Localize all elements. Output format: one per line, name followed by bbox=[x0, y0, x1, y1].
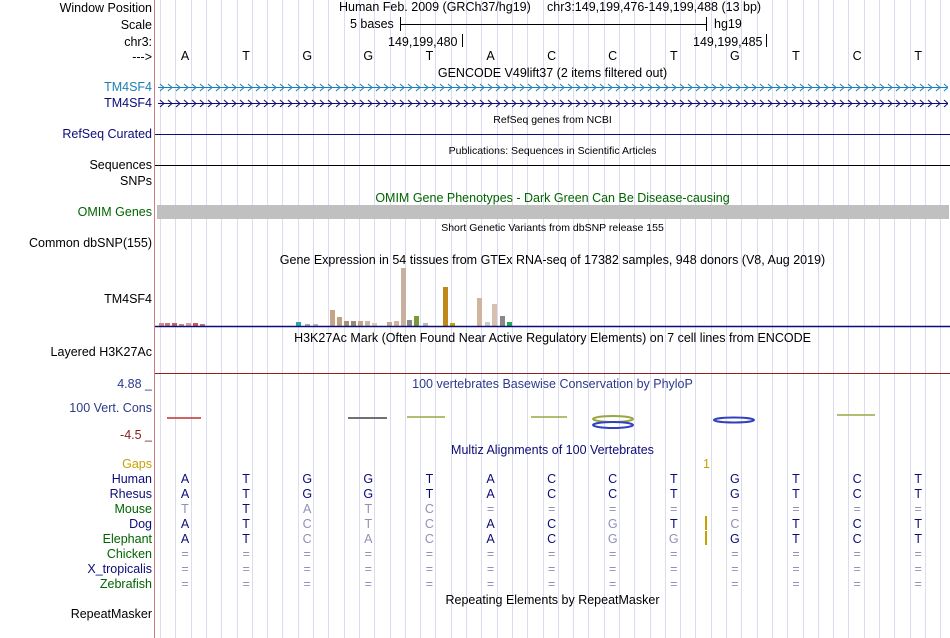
gtex-tissue-bar bbox=[186, 323, 191, 326]
gtex-tissue-bar bbox=[344, 321, 349, 326]
gtex-tissue-bar bbox=[165, 323, 170, 326]
h3k27ac-track-title: H3K27Ac Mark (Often Found Near Active Regulatory Elements) on 7 cell lines from ENCODE bbox=[294, 331, 811, 345]
species-label-mouse: Mouse bbox=[114, 502, 152, 516]
phylop-track-label[interactable]: 100 Vert. Cons bbox=[69, 401, 152, 415]
h3k27ac-baseline bbox=[155, 373, 950, 374]
omim-track-label[interactable]: OMIM Genes bbox=[77, 205, 152, 219]
gtex-tissue-bar bbox=[330, 310, 335, 326]
multiz-gaps-label[interactable]: Gaps bbox=[122, 457, 152, 471]
aligned-base: = bbox=[670, 547, 678, 561]
aligned-base: = bbox=[364, 562, 372, 576]
aligned-base: A bbox=[486, 517, 495, 531]
gencode-item-label-2[interactable]: TM4SF4 bbox=[104, 96, 152, 110]
scale-text: 5 bases bbox=[350, 17, 394, 31]
refseq-track-title: RefSeq genes from NCBI bbox=[493, 114, 612, 126]
aligned-base: = bbox=[547, 577, 556, 591]
reference-base: T bbox=[914, 49, 922, 63]
aligned-base: G bbox=[730, 532, 740, 546]
aligned-base: T bbox=[181, 502, 189, 516]
reference-base: A bbox=[180, 49, 190, 63]
species-label-dog: Dog bbox=[129, 517, 152, 531]
gtex-tissue-bar bbox=[407, 320, 412, 326]
aligned-base: T bbox=[242, 487, 250, 501]
aligned-base: = bbox=[914, 547, 922, 561]
aligned-base: = bbox=[853, 562, 861, 576]
gtex-tissue-bar bbox=[305, 324, 310, 326]
aligned-base: = bbox=[853, 502, 861, 516]
aligned-base: G bbox=[607, 517, 618, 531]
repeatmasker-track-title: Repeating Elements by RepeatMasker bbox=[445, 593, 660, 607]
aligned-base: C bbox=[608, 472, 618, 486]
aligned-base: G bbox=[730, 487, 740, 501]
reference-base: T bbox=[242, 49, 250, 63]
aligned-base: = bbox=[731, 502, 739, 516]
aligned-base: = bbox=[731, 577, 739, 591]
aligned-base: = bbox=[547, 562, 556, 576]
multiz-track-title: Multiz Alignments of 100 Vertebrates bbox=[451, 443, 654, 457]
aligned-base: C bbox=[424, 517, 434, 531]
coord-left: 149,199,480 bbox=[388, 35, 458, 49]
aligned-base: T bbox=[669, 472, 678, 486]
publications-line[interactable] bbox=[155, 165, 950, 166]
reference-base: G bbox=[363, 49, 374, 63]
aligned-base: = bbox=[364, 547, 372, 561]
gtex-tissue-bar bbox=[401, 268, 406, 326]
elephant-gap-bar bbox=[705, 531, 707, 545]
coord-right: 149,199,485 bbox=[693, 35, 763, 49]
reference-base: T bbox=[425, 49, 434, 63]
aligned-base: A bbox=[180, 532, 190, 546]
gtex-tissue-bar bbox=[351, 321, 356, 326]
gencode-transcript-1[interactable] bbox=[158, 83, 948, 92]
gtex-tissue-bar bbox=[387, 322, 392, 326]
gtex-tissue-bar bbox=[485, 322, 490, 326]
aligned-base: G bbox=[607, 532, 618, 546]
gtex-track-title: Gene Expression in 54 tissues from GTEx RNA-seq of 17382 samples, 948 donors (V8, Aug 2019) bbox=[279, 253, 826, 267]
gtex-tissue-bar bbox=[358, 321, 363, 326]
aligned-base: C bbox=[852, 532, 862, 546]
aligned-base: = bbox=[425, 577, 434, 591]
aligned-base: A bbox=[486, 472, 495, 486]
gtex-tissue-bar bbox=[423, 323, 428, 326]
aligned-base: = bbox=[792, 502, 800, 516]
coord-left-tick bbox=[462, 34, 463, 47]
aligned-base: = bbox=[181, 577, 189, 591]
aligned-base: T bbox=[425, 487, 434, 501]
reference-base: C bbox=[608, 49, 618, 63]
reference-base: G bbox=[302, 49, 313, 63]
strand-arrow-label: ---> bbox=[132, 50, 152, 64]
gtex-tissue-bar bbox=[159, 323, 164, 326]
aligned-base: T bbox=[425, 472, 434, 486]
refseq-line[interactable] bbox=[155, 134, 950, 135]
multiz-gap-mark: 1 bbox=[703, 457, 710, 471]
gtex-tissue-bar bbox=[337, 317, 342, 326]
window-position-label: Window Position bbox=[59, 1, 152, 15]
aligned-base: = bbox=[792, 577, 800, 591]
aligned-base: T bbox=[914, 517, 922, 531]
aligned-base: C bbox=[424, 532, 434, 546]
aligned-base: = bbox=[181, 562, 189, 576]
aligned-base: = bbox=[914, 562, 922, 576]
gencode-transcript-2[interactable] bbox=[158, 99, 948, 108]
aligned-base: T bbox=[242, 472, 250, 486]
aligned-base: G bbox=[302, 472, 313, 486]
reference-base: C bbox=[547, 49, 557, 63]
reference-base: G bbox=[730, 49, 740, 63]
aligned-base: G bbox=[668, 532, 679, 546]
reference-base: C bbox=[852, 49, 862, 63]
aligned-base: = bbox=[364, 577, 372, 591]
aligned-base: T bbox=[914, 487, 922, 501]
aligned-base: C bbox=[547, 532, 557, 546]
aligned-base: = bbox=[670, 502, 678, 516]
aligned-base: = bbox=[547, 547, 556, 561]
reference-base: A bbox=[486, 49, 495, 63]
aligned-base: = bbox=[303, 562, 311, 576]
publications-track-label[interactable]: Sequences bbox=[89, 158, 152, 172]
chrom-label: chr3: bbox=[124, 35, 152, 49]
phylop-score-segment bbox=[714, 418, 754, 423]
aligned-base: T bbox=[364, 502, 373, 516]
aligned-base: T bbox=[242, 532, 250, 546]
aligned-base: = bbox=[242, 562, 250, 576]
gtex-expression-bars[interactable] bbox=[155, 268, 950, 328]
gtex-tissue-bar bbox=[372, 323, 377, 326]
aligned-base: = bbox=[303, 547, 311, 561]
aligned-base: T bbox=[242, 517, 250, 531]
aligned-base: A bbox=[486, 532, 495, 546]
aligned-base: C bbox=[302, 517, 312, 531]
aligned-base: = bbox=[792, 562, 800, 576]
dbsnp-track-label[interactable]: Common dbSNP(155) bbox=[29, 236, 152, 250]
phylop-conservation-plot[interactable] bbox=[155, 408, 950, 432]
dog-gap-bar bbox=[705, 516, 707, 530]
h3k27ac-track-label[interactable]: Layered H3K27Ac bbox=[50, 345, 152, 359]
gtex-tissue-bar bbox=[193, 323, 198, 326]
aligned-base: T bbox=[792, 487, 800, 501]
aligned-base: G bbox=[363, 487, 374, 501]
species-label-rhesus: Rhesus bbox=[109, 487, 152, 501]
aligned-base: = bbox=[609, 502, 617, 516]
gtex-tissue-bar bbox=[394, 321, 399, 326]
gtex-tissue-bar bbox=[507, 322, 512, 326]
aligned-base: C bbox=[852, 517, 862, 531]
aligned-base: T bbox=[242, 502, 250, 516]
aligned-base: C bbox=[547, 487, 557, 501]
aligned-base: T bbox=[914, 532, 922, 546]
gtex-tissue-bar bbox=[313, 324, 318, 326]
aligned-base: = bbox=[670, 577, 678, 591]
aligned-base: = bbox=[609, 547, 617, 561]
aligned-base: A bbox=[303, 502, 312, 516]
gtex-tissue-bar bbox=[172, 323, 177, 326]
snps-label[interactable]: SNPs bbox=[120, 174, 152, 188]
gtex-tissue-bar bbox=[477, 298, 482, 326]
aligned-base: T bbox=[669, 487, 678, 501]
aligned-base: = bbox=[914, 502, 922, 516]
dbsnp-track-title: Short Genetic Variants from dbSNP release 155 bbox=[441, 222, 664, 234]
aligned-base: = bbox=[547, 502, 556, 516]
aligned-base: G bbox=[302, 487, 313, 501]
species-label-zebrafish: Zebrafish bbox=[99, 577, 152, 591]
aligned-base: = bbox=[914, 577, 922, 591]
aligned-base: = bbox=[181, 547, 189, 561]
gencode-track-title: GENCODE V49lift37 (2 items filtered out) bbox=[437, 66, 668, 80]
aligned-base: = bbox=[731, 547, 739, 561]
aligned-base: C bbox=[608, 487, 618, 501]
aligned-base: = bbox=[425, 562, 434, 576]
aligned-base: = bbox=[731, 562, 739, 576]
aligned-base: C bbox=[302, 532, 312, 546]
reference-base: T bbox=[792, 49, 800, 63]
species-label-x_tropicalis: X_tropicalis bbox=[87, 562, 152, 576]
aligned-base: C bbox=[424, 502, 434, 516]
aligned-base: = bbox=[486, 562, 495, 576]
aligned-base: T bbox=[364, 517, 373, 531]
aligned-base: A bbox=[180, 517, 190, 531]
gtex-tissue-bar bbox=[492, 304, 497, 326]
gtex-tissue-bar bbox=[179, 324, 184, 326]
omim-track-title: OMIM Gene Phenotypes - Dark Green Can Be Disease-causing bbox=[375, 191, 730, 205]
gtex-tissue-bar bbox=[296, 322, 301, 326]
refseq-track-label[interactable]: RefSeq Curated bbox=[62, 127, 152, 141]
db-text: hg19 bbox=[714, 17, 742, 31]
aligned-base: T bbox=[914, 472, 922, 486]
reference-base: T bbox=[669, 49, 678, 63]
aligned-base: T bbox=[669, 517, 678, 531]
repeatmasker-track-label[interactable]: RepeatMasker bbox=[70, 607, 152, 621]
aligned-base: = bbox=[853, 577, 861, 591]
aligned-base: = bbox=[303, 577, 311, 591]
phylop-max-label: 4.88 _ bbox=[117, 377, 152, 391]
aligned-base: C bbox=[852, 487, 862, 501]
aligned-base: C bbox=[852, 472, 862, 486]
aligned-base: = bbox=[853, 547, 861, 561]
gtex-tissue-bar bbox=[450, 323, 455, 326]
phylop-min-label: -4.5 _ bbox=[120, 428, 152, 442]
aligned-base: T bbox=[792, 472, 800, 486]
gtex-tissue-bar bbox=[443, 287, 448, 326]
gencode-item-label-1[interactable]: TM4SF4 bbox=[104, 80, 152, 94]
aligned-base: = bbox=[486, 502, 495, 516]
gtex-track-label[interactable]: TM4SF4 bbox=[104, 292, 152, 306]
aligned-base: = bbox=[425, 547, 434, 561]
omim-gene-bar[interactable] bbox=[157, 205, 949, 219]
aligned-base: C bbox=[547, 472, 557, 486]
aligned-base: G bbox=[363, 472, 374, 486]
aligned-base: A bbox=[364, 532, 373, 546]
aligned-base: = bbox=[486, 577, 495, 591]
aligned-base: C bbox=[730, 517, 740, 531]
phylop-track-title: 100 vertebrates Basewise Conservation by PhyloP bbox=[412, 377, 693, 391]
aligned-base: A bbox=[486, 487, 495, 501]
aligned-base: = bbox=[670, 562, 678, 576]
gtex-tissue-bar bbox=[200, 324, 205, 326]
aligned-base: = bbox=[242, 547, 250, 561]
aligned-base: A bbox=[180, 487, 190, 501]
phylop-score-segment bbox=[593, 422, 633, 428]
aligned-base: C bbox=[547, 517, 557, 531]
aligned-base: = bbox=[486, 547, 495, 561]
scale-bar-right-tick bbox=[706, 17, 707, 31]
aligned-base: = bbox=[792, 547, 800, 561]
coord-right-tick bbox=[766, 34, 767, 47]
scale-label: Scale bbox=[120, 18, 152, 32]
publications-track-title: Publications: Sequences in Scientific Articles bbox=[448, 145, 657, 157]
aligned-base: A bbox=[180, 472, 190, 486]
gtex-tissue-bar bbox=[500, 316, 505, 326]
species-label-human: Human bbox=[111, 472, 152, 486]
aligned-base: T bbox=[792, 532, 800, 546]
species-label-elephant: Elephant bbox=[102, 532, 152, 546]
gtex-tissue-bar bbox=[365, 321, 370, 326]
species-label-chicken: Chicken bbox=[106, 547, 152, 561]
assembly-text: Human Feb. 2009 (GRCh37/hg19) bbox=[339, 0, 531, 14]
position-text: chr3:149,199,476-149,199,488 (13 bp) bbox=[547, 0, 762, 14]
aligned-base: = bbox=[242, 577, 250, 591]
aligned-base: = bbox=[609, 577, 617, 591]
gtex-tissue-bar bbox=[414, 316, 419, 326]
scale-bar bbox=[400, 24, 706, 25]
aligned-base: T bbox=[792, 517, 800, 531]
aligned-base: = bbox=[609, 562, 617, 576]
aligned-base: G bbox=[730, 472, 740, 486]
